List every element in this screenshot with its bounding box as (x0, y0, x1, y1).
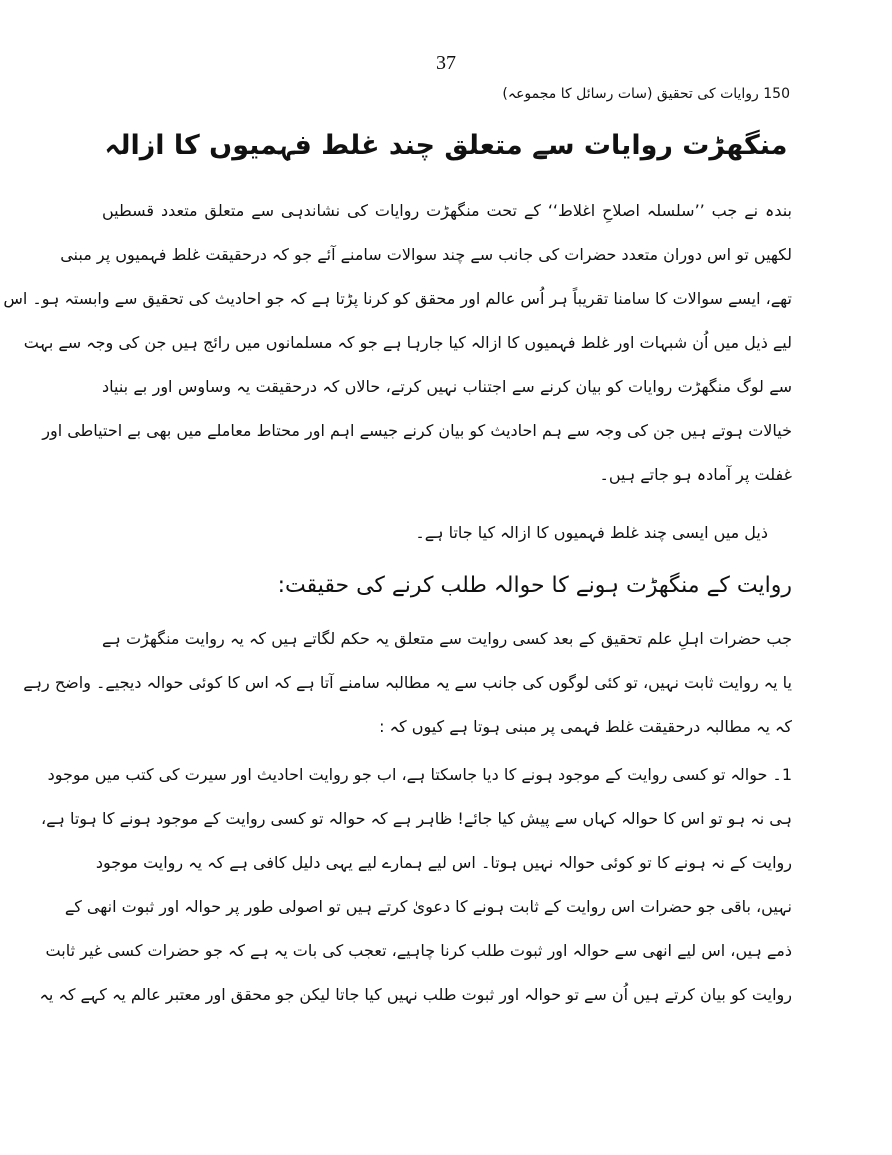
running-header: 150 روایات کی تحقیق (سات رسائل کا مجموعہ) (502, 86, 790, 102)
intro-line: تھے، ایسے سوالات کا سامنا تقریباً ہر اُس عالم اور محقق کو کرنا پڑتا ہے کہ جو احادیث کی تحقیق سے وابستہ ہو۔ اس (3, 289, 792, 308)
intro-note: ذیل میں ایسی چند غلط فہمیوں کا ازالہ کیا جاتا ہے۔ (415, 523, 768, 542)
intro-line: غفلت پر آمادہ ہو جاتے ہیں۔ (599, 465, 792, 484)
point-line: روایت کو بیان کرتے ہیں اُن سے تو حوالہ اور ثبوت طلب نہیں کیا جاتا لیکن جو محقق اور معتبر عالم یہ کہے کہ یہ (39, 985, 792, 1004)
intro-line: لکھیں تو اس دوران متعدد حضرات کی جانب سے چند سوالات سامنے آئے جو کہ درحقیقت غلط فہمیوں پر مبنی (60, 245, 792, 264)
section-line: جب حضرات اہلِ علم تحقیق کے بعد کسی روایت سے متعلق یہ حکم لگاتے ہیں کہ یہ روایت منگھڑت ہے (102, 629, 792, 648)
point-line: ذمے ہیں، اس لیے انھی سے حوالہ اور ثبوت طلب کرنا چاہیے، تعجب کی بات یہ ہے کہ جو حضرات کسی غیر ثابت (45, 941, 792, 960)
section-line: کہ یہ مطالبہ درحقیقت غلط فہمی پر مبنی ہوتا ہے کیوں کہ : (379, 717, 792, 736)
intro-line: بندہ نے جب ’’سلسلہ اصلاحِ اغلاط‘‘ کے تحت منگھڑت روایات کی نشاندہی سے متعلق متعدد قسطیں (102, 201, 792, 220)
page-number: 37 (436, 52, 456, 74)
section-line: یا یہ روایت ثابت نہیں، تو کئی لوگوں کی جانب سے یہ مطالبہ سامنے آتا ہے کہ اس کا کوئی حوالہ دیجیے۔ واضح رہے (23, 673, 792, 692)
point-line: ہی نہ ہو تو اس کا حوالہ کہاں سے پیش کیا جائے! ظاہر ہے کہ حوالہ تو کسی روایت کے موجود ہونے کا ہوتا ہے، (40, 809, 792, 828)
point-line: 1۔ حوالہ تو کسی روایت کے موجود ہونے کا دیا جاسکتا ہے، اب جو روایت احادیث اور سیرت کی کتب میں موجود (47, 765, 792, 784)
chapter-title: منگھڑت روایات سے متعلق چند غلط فہمیوں کا ازالہ (104, 130, 788, 161)
point-line: روایت کے نہ ہونے کا تو کوئی حوالہ نہیں ہوتا۔ اس لیے ہمارے لیے یہی دلیل کافی ہے کہ یہ روایت موجود (95, 853, 792, 872)
intro-line: لیے ذیل میں اُن شبہات اور غلط فہمیوں کا ازالہ کیا جارہا ہے جو کہ مسلمانوں میں رائج ہیں جن کی وجہ سے بہت (23, 333, 792, 352)
intro-line: خیالات ہوتے ہیں جن کی وجہ سے ہم احادیث کو بیان کرنے جیسے اہم اور محتاط معاملے میں بھی بے احتیاطی اور (42, 421, 792, 440)
section-heading: روایت کے منگھڑت ہونے کا حوالہ طلب کرنے کی حقیقت: (277, 573, 792, 598)
point-line: نہیں، باقی جو حضرات اس روایت کے ثابت ہونے کا دعویٰ کرتے ہیں تو اصولی طور پر حوالہ اور ثبوت انھی کے (64, 897, 792, 916)
intro-line: سے لوگ منگھڑت روایات کو بیان کرنے سے اجتناب نہیں کرتے، حالاں کہ درحقیقت یہ وساوس اور بے بنیاد (102, 377, 792, 396)
